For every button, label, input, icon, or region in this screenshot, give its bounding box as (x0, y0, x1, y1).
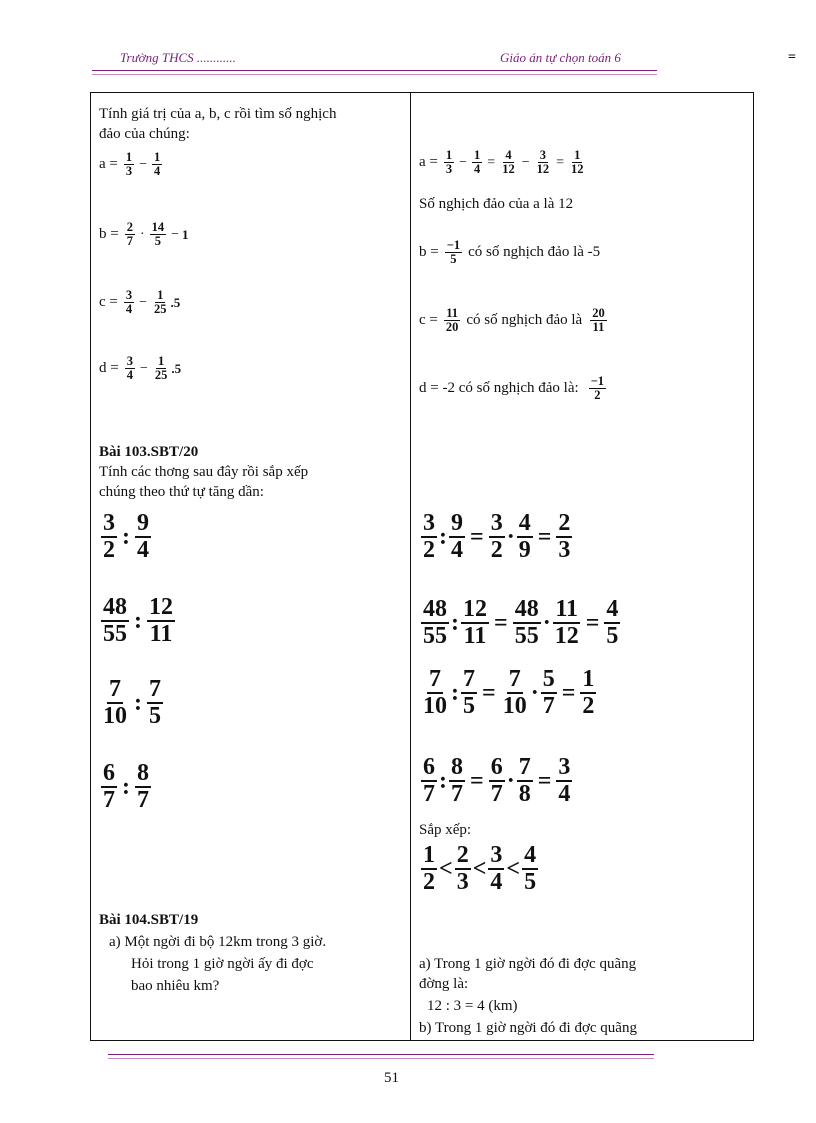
right-expr-a: a = $\frac{1}{3}$ − $\frac{1}{4}$ = $\frac{4}{12}$ − $\frac{3}{12}$ = $\frac{1}{12}$ (419, 148, 584, 177)
footer-rule (108, 1054, 654, 1055)
left-expr-a: a = $\frac{1}{3}$ − $\frac{1}{4}$ (99, 150, 161, 179)
right-expr-c: c = $\frac{11}{20}$ có số nghịch đảo là 20 11 (419, 306, 605, 335)
left-quotient-3: 7 10 : 7 5 (103, 676, 161, 730)
answer-b-line-1: b) Trong 1 giờ ngời đó đi đợc quãng (419, 1020, 637, 1036)
answer-a-line-3: 12 : 3 = 4 (km) (427, 998, 518, 1014)
bai103-line-1: Tính các thơng sau đây rồi sắp xếp (99, 464, 309, 480)
bai104-title: Bài 104.SBT/19 (99, 912, 199, 928)
left-expr-b: b = $\frac{2}{7}$ · 14 5 − 1 (99, 220, 189, 249)
header-title: Giáo án tự chọn toán 6 (500, 50, 621, 65)
right-result-1: 3 2 : $\frac{9}{4}$ = $\frac{3}{2}$ · $\frac{4}{9}$ = $\frac{2}{3}$ (423, 510, 571, 564)
content-table (90, 92, 754, 1041)
right-result-3: 7 10 : $\frac{7}{5}$ = $\frac{7}{10}$ · $\frac{5}{7}$ = $\frac{1}{2}$ (423, 666, 595, 720)
right-a-inverse: Số nghịch đảo của a là 12 (419, 196, 574, 212)
page-number: 51 (384, 1070, 399, 1086)
left-quotient-2: 48 55 : 12 11 (103, 594, 173, 648)
answer-a-line-2: đờng là: (419, 976, 469, 992)
left-quotient-4: 6 7 : 8 7 (103, 760, 149, 814)
bai103-line-2: chúng theo thứ tự tăng dần: (99, 484, 264, 500)
intro-line-1: Tính giá trị của a, b, c rồi tìm số nghịch (99, 106, 337, 122)
header-mark: = (788, 50, 796, 65)
intro-line-2: đảo của chúng: (99, 126, 190, 142)
right-result-4: 6 7 : $\frac{8}{7}$ = $\frac{6}{7}$ · $\frac{7}{8}$ = $\frac{3}{4}$ (423, 754, 571, 808)
header-rule (92, 70, 657, 71)
left-expr-d: d = $\frac{3}{4}$ − $\frac{1}{25}$ . 5 (99, 354, 182, 383)
bai104-line-1: a) Một ngời đi bộ 12km trong 3 giờ. (109, 934, 327, 950)
right-result-2: 48 55 : $\frac{12}{11}$ = $\frac{48}{55}$ · $\frac{11}{12}$ = $\frac{4}{5}$ (423, 596, 619, 650)
right-expr-d: d = -2 có số nghịch đảo là: −1 2 (419, 374, 605, 403)
bai104-line-3: bao nhiêu km? (131, 978, 220, 994)
right-expr-b: b = $\frac{-1}{5}$ có số nghịch đảo là -5 (419, 238, 601, 267)
right-column (411, 93, 754, 1041)
bai104-line-2: Hỏi trong 1 giờ ngời ấy đi đợc (131, 956, 314, 972)
bai103-title: Bài 103.SBT/20 (99, 444, 199, 460)
left-quotient-1: 3 2 : 9 4 (103, 510, 149, 564)
sort-label: Sắp xếp: (419, 822, 472, 838)
header-rule-thin (92, 74, 657, 75)
answer-a-line-1: a) Trong 1 giờ ngời đó đi đợc quãng (419, 956, 637, 972)
header-school: Trường THCS ............ (120, 50, 236, 65)
left-expr-c: c = $\frac{3}{4}$ − $\frac{1}{25}$ . 5 (99, 288, 181, 317)
left-column (91, 93, 411, 1041)
sort-result: 1 2 < 2 3 < 3 4 < 4 5 (423, 842, 537, 896)
footer-rule-thin (108, 1058, 654, 1059)
